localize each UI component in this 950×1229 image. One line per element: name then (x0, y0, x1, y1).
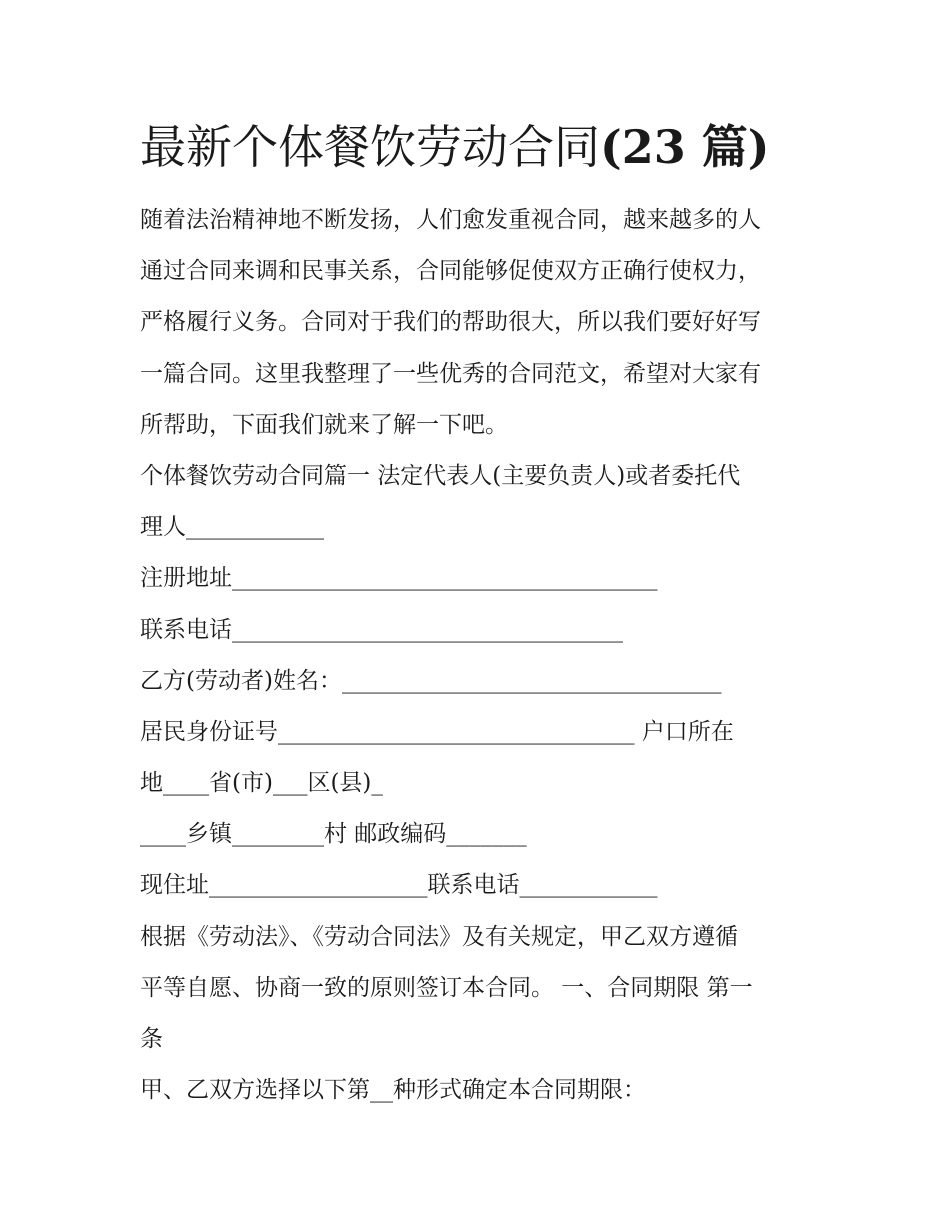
form-field-registered-address: 注册地址_____________________________________ (140, 565, 658, 592)
form-field-current-address: 现住址___________________联系电话____________ (140, 872, 658, 899)
document-title (140, 112, 770, 182)
body-line: 条 (140, 1026, 163, 1052)
form-field-hukou-location: 地____省(市)___区(县)_ (140, 770, 383, 797)
form-field-phone: 联系电话__________________________________ (140, 616, 623, 643)
body-line: 根据《劳动法》、《劳动合同法》及有关规定，甲乙双方遵循 (140, 923, 738, 950)
form-field-id-number: 居民身份证号_______________________________ 户口所在 (140, 718, 734, 745)
document-body (140, 195, 820, 1116)
title-count: (23 篇) (600, 120, 770, 174)
title-main: 最新个体餐饮劳动合同 (140, 120, 600, 174)
body-line: 平等自愿、协商一致的原则签订本合同。 一、合同期限 第一 (140, 974, 753, 1001)
form-field-agent: 理人____________ (140, 514, 324, 541)
body-line: 所帮助，下面我们就来了解一下吧。 (140, 411, 508, 438)
form-field-township-postcode: ____乡镇________村 邮政编码_______ (140, 821, 527, 848)
body-line: 通过合同来调和民事关系，合同能够促使双方正确行使权力， (140, 258, 761, 285)
body-line: 随着法治精神地不断发扬，人们愈发重视合同，越来越多的人 (140, 207, 761, 233)
body-line: 甲、乙双方选择以下第__种形式确定本合同期限： (140, 1077, 646, 1104)
section-heading-line: 个体餐饮劳动合同篇一 法定代表人(主要负责人)或者委托代 (140, 462, 741, 489)
body-line: 一篇合同。这里我整理了一些优秀的合同范文，希望对大家有 (140, 360, 761, 387)
form-field-employee-name: 乙方(劳动者)姓名：_________________________________ (140, 667, 722, 694)
body-line: 严格履行义务。合同对于我们的帮助很大，所以我们要好好写 (140, 309, 761, 336)
